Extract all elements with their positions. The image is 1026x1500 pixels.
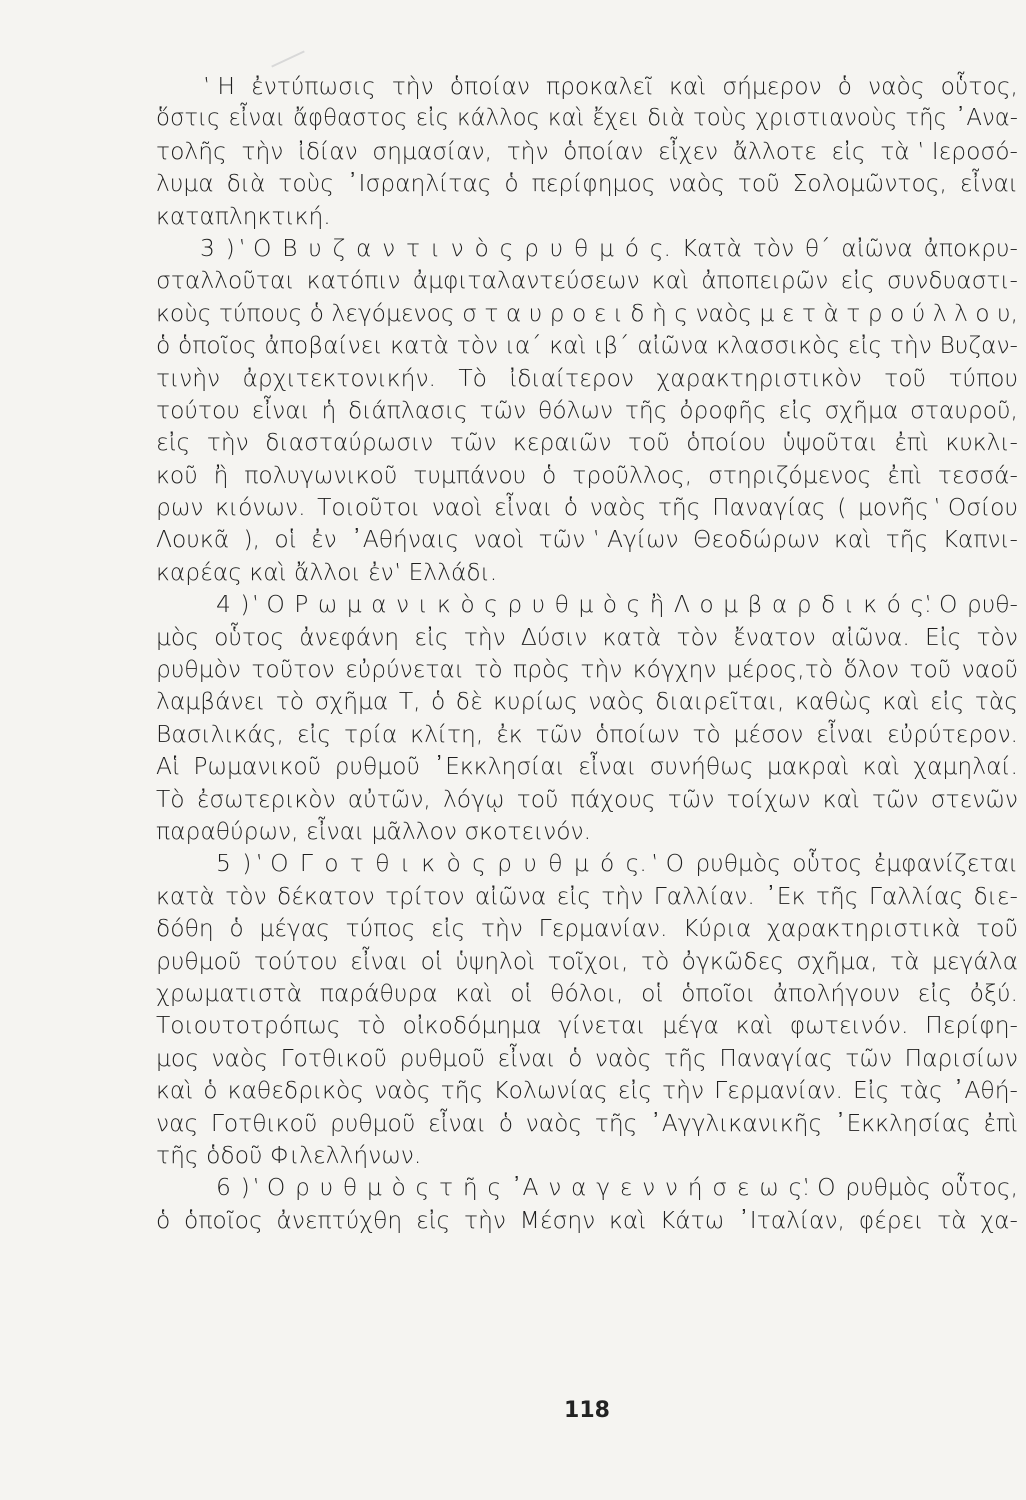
text-line: Τοιουτοτρόπως τὸ οἰκοδόμημα γίνεται μέγα καὶ φωτεινόν. Περίφη- bbox=[156, 1011, 1018, 1040]
text-line: ‛Η ἐντύπωσις τὴν ὁποίαν προκαλεῖ καὶ σήμερον ὁ ναὸς οὗτος, bbox=[210, 72, 1018, 100]
text-line: ρων κιόνων. Τοιοῦτοι ναοὶ εἶναι ὁ ναὸς τῆς Παναγίας ( μονῆς ‛Οσίου bbox=[156, 493, 1018, 522]
text-line: καρέας καὶ ἄλλοι ἐν ‛Ελλάδι. bbox=[156, 557, 498, 586]
text-line: ρυθμοῦ τούτου εἶναι οἱ ὑψηλοὶ τοῖχοι, τὸ ὀγκῶδες σχῆμα, τὰ μεγάλα bbox=[156, 946, 1018, 975]
text-line: τῆς ὁδοῦ Φιλελλήνων. bbox=[156, 1140, 422, 1169]
text-line: μος ναὸς Γοτθικοῦ ρυθμοῦ εἶναι ὁ ναὸς τῆς Παναγίας τῶν Παρισίων bbox=[156, 1043, 1018, 1072]
text-line: τολῆς τὴν ἰδίαν σημασίαν, τὴν ὁποίαν εἶχεν ἄλλοτε εἰς τὰ ‛Ιεροσό- bbox=[156, 136, 1018, 165]
text-line: νας Γοτθικοῦ ρυθμοῦ εἶναι ὁ ναὸς τῆς ᾿Αγγλικανικῆς ᾿Εκκλησίας ἐπὶ bbox=[156, 1108, 1018, 1137]
text-line: κατὰ τὸν δέκατον τρίτον αἰῶνα εἰς τὴν Γαλλίαν. ᾿Εκ τῆς Γαλλίας διε- bbox=[156, 881, 1018, 910]
text-line: 6 ) ‛Ο ρ υ θ μ ὸ ς τ ῆ ς ᾿Α ν α γ ε ν ν ή σ ε ω ς.‛Ο ρυθμὸς οὗτος, bbox=[216, 1173, 1018, 1202]
text-line: Τὸ ἐσωτερικὸν αὐτῶν, λόγῳ τοῦ πάχους τῶν τοίχων καὶ τῶν στενῶν bbox=[156, 784, 1018, 813]
body-text bbox=[156, 70, 1018, 1236]
text-line: μὸς οὗτος ἀνεφάνη εἰς τὴν Δύσιν κατὰ τὸν ἔνατον αἰῶνα. Εἰς τὸν bbox=[156, 622, 1018, 651]
text-line: καταπληκτική. bbox=[156, 201, 331, 230]
text-line: 5 ) ‛Ο Γ ο τ θ ι κ ὸ ς ρ υ θ μ ό ς. ‛Ο ρυθμὸς οὗτος ἐμφανίζεται bbox=[216, 849, 1018, 878]
text-line: 3 ) ‛Ο Β υ ζ α ν τ ι ν ὸ ς ρ υ θ μ ό ς. Κατὰ τὸν θ΄ αἰῶνα ἀποκρυ- bbox=[200, 233, 1018, 262]
text-line: παραθύρων, εἶναι μᾶλλον σκοτεινόν. bbox=[156, 816, 591, 845]
text-line: τινὴν ἀρχιτεκτονικήν. Τὸ ἰδιαίτερον χαρακτηριστικὸν τοῦ τύπου bbox=[156, 363, 1018, 392]
text-line: τούτου εἶναι ἡ διάπλασις τῶν θόλων τῆς ὀροφῆς εἰς σχῆμα σταυροῦ, bbox=[156, 395, 1018, 424]
page-number: 118 bbox=[564, 1398, 610, 1423]
text-line: 4 ) ‛Ο Ρ ω μ α ν ι κ ὸ ς ρ υ θ μ ὸ ς ἢ Λ ο μ β α ρ δ ι κ ό ς.‛Ο ρυθ- bbox=[216, 590, 1018, 619]
text-line: καὶ ὁ καθεδρικὸς ναὸς τῆς Κολωνίας εἰς τὴν Γερμανίαν. Εἰς τὰς ᾿Αθή- bbox=[156, 1076, 1018, 1105]
text-line: ὁ ὁποῖος ἀνεπτύχθη εἰς τὴν Μέσην καὶ Κάτω ᾿Ιταλίαν, φέρει τὰ χα- bbox=[156, 1205, 1018, 1234]
text-line: Αἱ Ρωμανικοῦ ρυθμοῦ ᾿Εκκλησίαι εἶναι συνήθως μακραὶ καὶ χαμηλαί. bbox=[156, 752, 1018, 781]
text-line: Βασιλικάς, εἰς τρία κλίτη, ἐκ τῶν ὁποίων τὸ μέσον εἶναι εὐρύτερον. bbox=[156, 719, 1018, 748]
text-line: λυμα διὰ τοὺς ᾿Ισραηλίτας ὁ περίφημος ναὸς τοῦ Σολομῶντος, εἶναι bbox=[156, 169, 1018, 198]
text-line: Λουκᾶ ), οἱ ἐν ᾿Αθήναις ναοὶ τῶν ‛Αγίων Θεοδώρων καὶ τῆς Καπνι- bbox=[156, 525, 1018, 554]
text-line: ὅστις εἶναι ἄφθαστος εἰς κάλλος καὶ ἔχει διὰ τοὺς χριστιανοὺς τῆς ᾿Ανα- bbox=[156, 105, 1018, 132]
text-line: σταλλοῦται κατόπιν ἀμφιταλαντεύσεων καὶ ἀποπειρῶν εἰς συνδυαστι- bbox=[156, 266, 1018, 295]
text-line: ὁ ὁποῖος ἀποβαίνει κατὰ τὸν ια΄ καὶ ιβ΄ αἰῶνα κλασσικὸς εἰς τὴν Βυζαν- bbox=[156, 331, 1018, 360]
text-line: κοῦ ἢ πολυγωνικοῦ τυμπάνου ὁ τροῦλλος, στηριζόμενος ἐπὶ τεσσά- bbox=[156, 460, 1018, 489]
text-line: εἰς τὴν διασταύρωσιν τῶν κεραιῶν τοῦ ὁποίου ὑψοῦται ἐπὶ κυκλι- bbox=[156, 428, 1018, 457]
text-line: δόθη ὁ μέγας τύπος εἰς τὴν Γερμανίαν. Κύρια χαρακτηριστικὰ τοῦ bbox=[156, 914, 1018, 943]
text-line: χρωματιστὰ παράθυρα καὶ οἱ θόλοι, οἱ ὁποῖοι ἀπολήγουν εἰς ὀξύ. bbox=[156, 978, 1018, 1007]
text-line: κοὺς τύπους ὁ λεγόμενος σ τ α υ ρ ο ε ι δ ὴ ς ναὸς μ ε τ ὰ τ ρ ο ύ λ λ ο υ, bbox=[156, 298, 1018, 327]
text-line: ρυθμὸν τοῦτον εὐρύνεται τὸ πρὸς τὴν κόγχην μέρος,τὸ ὅλον τοῦ ναοῦ bbox=[156, 655, 1018, 684]
scan-artifact bbox=[271, 50, 304, 67]
text-line: λαμβάνει τὸ σχῆμα Τ, ὁ δὲ κυρίως ναὸς διαιρεῖται, καθὼς καὶ εἰς τὰς bbox=[156, 687, 1018, 716]
